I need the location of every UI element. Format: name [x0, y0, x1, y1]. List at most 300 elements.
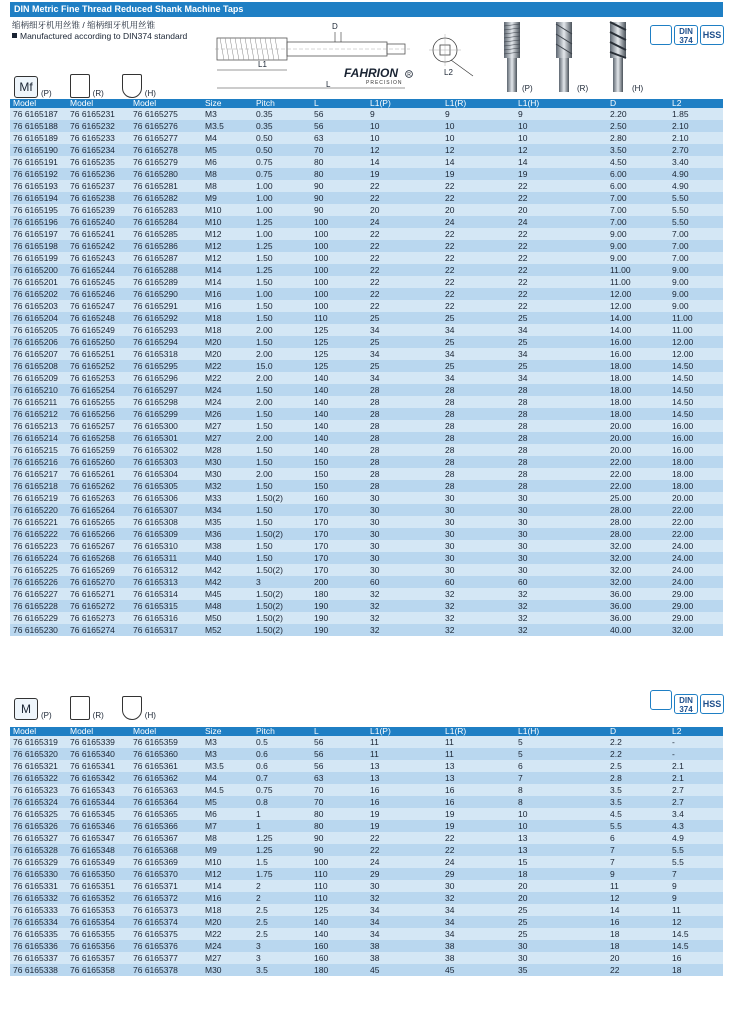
table-row: [10, 408, 723, 420]
table-cell: 4.3: [672, 821, 684, 831]
table-cell: 2.00: [256, 397, 273, 407]
table-row: [10, 880, 723, 892]
table-row: [10, 576, 723, 588]
table-cell: 28: [370, 385, 380, 395]
table-cell: 14: [370, 157, 380, 167]
table-cell: 70: [314, 785, 324, 795]
table-row: [10, 156, 723, 168]
table-cell: 28: [370, 433, 380, 443]
table-cell: 18.00: [610, 409, 632, 419]
table-cell: 13: [445, 773, 455, 783]
table-cell: M20: [205, 337, 222, 347]
table-cell: 20: [445, 205, 455, 215]
table-cell: 76 6165346: [70, 821, 115, 831]
table-cell: 56: [314, 121, 324, 131]
table-cell: 32: [370, 589, 380, 599]
table-cell: 76 6165231: [70, 109, 115, 119]
table-cell: 76 6165279: [133, 157, 178, 167]
table-cell: 32: [370, 625, 380, 635]
table-cell: 11: [672, 905, 681, 915]
table-cell: 3: [256, 941, 261, 951]
table-cell: 2.70: [672, 145, 689, 155]
table-cell: M10: [205, 205, 222, 215]
table-cell: 45: [370, 965, 380, 975]
table-cell: 2.8: [610, 773, 622, 783]
table-cell: 76 6165217: [13, 469, 58, 479]
table-cell: 76 6165304: [133, 469, 178, 479]
photo-label-p: (P): [522, 84, 533, 93]
table-cell: 76 6165302: [133, 445, 178, 455]
table-cell: 76 6165316: [133, 613, 178, 623]
table-row: [10, 904, 723, 916]
table-cell: 22: [370, 845, 380, 855]
table-cell: 76 6165365: [133, 809, 178, 819]
table-cell: 150: [314, 481, 329, 491]
table-cell: 76 6165245: [70, 277, 115, 287]
table-cell: 32.00: [610, 553, 632, 563]
table-cell: 10: [518, 133, 528, 143]
table-cell: 90: [314, 205, 324, 215]
table-cell: 22.00: [610, 481, 632, 491]
table-cell: 1.50(2): [256, 613, 283, 623]
table-cell: 14.5: [672, 929, 689, 939]
table-cell: 7.00: [610, 205, 627, 215]
table-cell: 76 6165246: [70, 289, 115, 299]
table-cell: M6: [205, 809, 217, 819]
table-cell: M10: [205, 217, 222, 227]
table-cell: 76 6165332: [13, 893, 58, 903]
table-cell: 76 6165326: [13, 821, 58, 831]
table-cell: 76 6165308: [133, 517, 178, 527]
table-cell: 10: [370, 133, 380, 143]
column-header: L1(H): [515, 99, 607, 108]
table-cell: 4.90: [672, 169, 689, 179]
table-cell: 24: [445, 217, 455, 227]
column-header: L2: [669, 727, 723, 736]
table-cell: 100: [314, 229, 329, 239]
brand-sub: PRECISION: [366, 80, 403, 86]
table-cell: 140: [314, 929, 329, 939]
table-cell: 76 6165254: [70, 385, 115, 395]
table-cell: 76 6165278: [133, 145, 178, 155]
table-cell: M27: [205, 953, 222, 963]
table-cell: 24: [518, 217, 528, 227]
table-cell: 32: [445, 625, 455, 635]
table-cell: 76 6165234: [70, 145, 115, 155]
photo-label-r: (R): [577, 84, 589, 93]
table-cell: 76 6165221: [13, 517, 58, 527]
table-cell: 9.00: [672, 289, 689, 299]
column-header: L: [311, 727, 367, 736]
table-cell: 20.00: [610, 433, 632, 443]
table-cell: 76 6165355: [70, 929, 115, 939]
table-cell: 76 6165226: [13, 577, 58, 587]
table-cell: 28: [518, 481, 528, 491]
registered-icon: [405, 70, 413, 78]
table-cell: 80: [314, 157, 324, 167]
table-cell: 2.00: [256, 325, 273, 335]
table-cell: 125: [314, 325, 329, 335]
table-cell: 40.00: [610, 625, 632, 635]
table-cell: 76 6165187: [13, 109, 58, 119]
table-cell: M10: [205, 857, 222, 867]
table-cell: 76 6165223: [13, 541, 58, 551]
table-header-row: [10, 727, 723, 736]
table-cell: 76 6165314: [133, 589, 178, 599]
table-cell: 34: [445, 905, 455, 915]
table-cell: 30: [518, 493, 528, 503]
table-cell: 2.5: [256, 929, 268, 939]
table-cell: 1.00: [256, 229, 273, 239]
table-row: [10, 540, 723, 552]
table-cell: 76 6165211: [13, 397, 58, 407]
table-cell: 1.50: [256, 517, 273, 527]
table-cell: 36.00: [610, 589, 632, 599]
table-cell: 34: [445, 929, 455, 939]
table-cell: 90: [314, 181, 324, 191]
flag-badge-icon: [650, 25, 672, 45]
dim-label-l: L: [326, 80, 331, 89]
table-cell: 76 6165377: [133, 953, 178, 963]
table-cell: 1.00: [256, 205, 273, 215]
table-cell: 16.00: [610, 349, 632, 359]
table-cell: M20: [205, 917, 222, 927]
table-cell: 22.00: [672, 505, 694, 515]
table-cell: 22: [518, 277, 528, 287]
table-cell: 18: [518, 869, 528, 879]
table-cell: M20: [205, 349, 222, 359]
table-row: [10, 180, 723, 192]
table-cell: 76 6165306: [133, 493, 178, 503]
table-cell: M4.5: [205, 785, 224, 795]
table-cell: 56: [314, 749, 324, 759]
table-cell: 76 6165305: [133, 481, 178, 491]
table-cell: 76 6165238: [70, 193, 115, 203]
table-cell: 32.00: [610, 565, 632, 575]
catalog-page: [10, 0, 723, 1013]
table-cell: 76 6165324: [13, 797, 58, 807]
table-cell: 3.40: [672, 157, 689, 167]
table-cell: M45: [205, 589, 222, 599]
table-cell: 76 6165267: [70, 541, 115, 551]
table-cell: 16: [370, 785, 380, 795]
table-cell: 76 6165213: [13, 421, 58, 431]
table-cell: M27: [205, 433, 222, 443]
table-cell: 30: [445, 505, 455, 515]
table-cell: 9: [672, 881, 677, 891]
table-cell: 76 6165207: [13, 349, 58, 359]
table-cell: 76 6165351: [70, 881, 115, 891]
table-row: [10, 468, 723, 480]
table-cell: 140: [314, 917, 329, 927]
table-cell: 10: [445, 133, 455, 143]
table-row: [10, 624, 723, 636]
table-cell: 9: [370, 109, 375, 119]
table-cell: 76 6165269: [70, 565, 115, 575]
table-cell: 76 6165199: [13, 253, 58, 263]
table-cell: 24.00: [672, 553, 694, 563]
table-cell: 0.6: [256, 761, 268, 771]
table-cell: 76 6165229: [13, 613, 58, 623]
column-header: Size: [202, 727, 253, 736]
table-cell: 14.00: [610, 325, 632, 335]
table-row: [10, 504, 723, 516]
table-cell: 34: [518, 325, 528, 335]
table-cell: M16: [205, 301, 222, 311]
table-cell: 20: [610, 953, 620, 963]
table-cell: 76 6165359: [133, 737, 178, 747]
spec-table-m: [10, 727, 723, 976]
table-row: [10, 324, 723, 336]
table-cell: M35: [205, 517, 222, 527]
table-cell: 30: [518, 941, 528, 951]
table-cell: 5.50: [672, 205, 689, 215]
table-row: [10, 612, 723, 624]
table-row: [10, 964, 723, 976]
table-row: [10, 588, 723, 600]
table-cell: 22: [610, 965, 620, 975]
table-cell: M40: [205, 553, 222, 563]
table-cell: 76 6165317: [133, 625, 178, 635]
table-cell: M48: [205, 601, 222, 611]
column-header: L1(P): [367, 727, 442, 736]
table-cell: M14: [205, 881, 222, 891]
table-cell: 76 6165345: [70, 809, 115, 819]
table-cell: 32: [518, 589, 528, 599]
table-cell: 20.00: [672, 493, 694, 503]
table-cell: 29.00: [672, 613, 694, 623]
table-cell: 76 6165319: [13, 737, 58, 747]
table-cell: 76 6165307: [133, 505, 178, 515]
table-cell: 76 6165193: [13, 181, 58, 191]
table-cell: 30: [445, 517, 455, 527]
table-cell: M9: [205, 193, 217, 203]
table-cell: 76 6165347: [70, 833, 115, 843]
table-row: [10, 868, 723, 880]
table-cell: 24.00: [672, 577, 694, 587]
table-cell: 25: [518, 929, 528, 939]
table-row: [10, 120, 723, 132]
table-cell: 34: [370, 917, 380, 927]
table-cell: 160: [314, 941, 329, 951]
table-cell: 76 6165378: [133, 965, 178, 975]
table-cell: 100: [314, 277, 329, 287]
bullet-square-icon: [12, 33, 17, 38]
table-cell: 15.0: [256, 361, 273, 371]
table-cell: 13: [370, 773, 380, 783]
table-cell: 22: [445, 277, 455, 287]
column-header: L1(R): [442, 99, 515, 108]
table-cell: M50: [205, 613, 222, 623]
table-cell: 3: [256, 953, 261, 963]
table-cell: 170: [314, 565, 329, 575]
table-cell: 16: [610, 917, 620, 927]
table-cell: M28: [205, 445, 222, 455]
table-cell: 76 6165268: [70, 553, 115, 563]
table-cell: 76 6165251: [70, 349, 115, 359]
table-cell: 22: [445, 289, 455, 299]
svg-text:R: R: [407, 72, 411, 78]
table-cell: 1.50: [256, 385, 273, 395]
table-cell: 1.50(2): [256, 529, 283, 539]
table-cell: M3: [205, 749, 217, 759]
table-cell: M22: [205, 929, 222, 939]
table-cell: 76 6165376: [133, 941, 178, 951]
table-cell: 76 6165300: [133, 421, 178, 431]
table-row: [10, 748, 723, 760]
table-cell: 30: [518, 565, 528, 575]
table-cell: 34: [445, 917, 455, 927]
table-cell: 140: [314, 445, 329, 455]
table-cell: M3.5: [205, 121, 224, 131]
table-cell: 0.8: [256, 797, 268, 807]
table-cell: 76 6165293: [133, 325, 178, 335]
table-cell: 24.00: [672, 565, 694, 575]
table-cell: 28: [518, 469, 528, 479]
table-cell: 76 6165215: [13, 445, 58, 455]
table-cell: 34: [445, 349, 455, 359]
table-cell: 9: [445, 109, 450, 119]
table-cell: 30: [518, 529, 528, 539]
table-cell: 12: [518, 145, 528, 155]
table-cell: 0.35: [256, 121, 273, 131]
table-cell: 1.00: [256, 181, 273, 191]
table-cell: 76 6165291: [133, 301, 178, 311]
table-cell: 28: [518, 421, 528, 431]
table-cell: 63: [314, 133, 324, 143]
table-cell: 76 6165244: [70, 265, 115, 275]
table-cell: 14: [445, 157, 455, 167]
table-cell: 140: [314, 397, 329, 407]
table-cell: 125: [314, 349, 329, 359]
table-cell: 22.00: [672, 529, 694, 539]
table-cell: 9.00: [672, 301, 689, 311]
table-cell: 32: [370, 613, 380, 623]
table-cell: 7: [518, 773, 523, 783]
table-cell: 2.7: [672, 797, 684, 807]
table-cell: 140: [314, 373, 329, 383]
table-cell: 28: [370, 445, 380, 455]
table-cell: 3.4: [672, 809, 684, 819]
table-cell: 11: [445, 749, 454, 759]
table-cell: 1.50: [256, 421, 273, 431]
table-cell: 22: [445, 229, 455, 239]
table-cell: 22: [445, 265, 455, 275]
table-cell: 5.50: [672, 193, 689, 203]
table-cell: 90: [314, 833, 324, 843]
table-cell: 28: [518, 445, 528, 455]
table-cell: 0.75: [256, 157, 273, 167]
table-cell: 76 6165357: [70, 953, 115, 963]
table-cell: 100: [314, 857, 329, 867]
table-cell: 22: [445, 253, 455, 263]
table-row: [10, 216, 723, 228]
table-cell: M18: [205, 905, 222, 915]
table-cell: 29.00: [672, 601, 694, 611]
table-cell: 13: [370, 761, 380, 771]
table-cell: 76 6165210: [13, 385, 58, 395]
table-cell: 16: [445, 797, 455, 807]
tap-dimension-drawing: [215, 20, 485, 95]
table-cell: 24: [445, 857, 455, 867]
table-cell: 34: [370, 929, 380, 939]
table-cell: 22: [445, 301, 455, 311]
table-cell: 76 6165255: [70, 397, 115, 407]
table-cell: 76 6165331: [13, 881, 58, 891]
table-cell: 76 6165280: [133, 169, 178, 179]
table-row: [10, 516, 723, 528]
table-cell: 25: [445, 337, 455, 347]
table-cell: 140: [314, 409, 329, 419]
table-cell: 76 6165362: [133, 773, 178, 783]
table-cell: 25: [518, 905, 528, 915]
table-cell: 14.5: [672, 941, 689, 951]
table-cell: 76 6165335: [13, 929, 58, 939]
table-cell: M42: [205, 577, 222, 587]
table-cell: 32.00: [672, 625, 694, 635]
table-row: [10, 456, 723, 468]
table-row: [10, 300, 723, 312]
table-cell: 76 6165341: [70, 761, 115, 771]
table-cell: 76 6165328: [13, 845, 58, 855]
table-cell: 30: [518, 517, 528, 527]
table-cell: 38: [445, 941, 455, 951]
type-symbol-m: M: [14, 698, 38, 720]
table-cell: 1.50: [256, 445, 273, 455]
table-cell: 25: [518, 361, 528, 371]
table-cell: 7.00: [672, 253, 689, 263]
table-cell: 18.00: [610, 373, 632, 383]
spiral-flute-icon: [122, 74, 142, 98]
table-cell: 22: [518, 181, 528, 191]
table-cell: 76 6165313: [133, 577, 178, 587]
table-cell: M16: [205, 289, 222, 299]
table-cell: 76 6165262: [70, 481, 115, 491]
table-cell: 28: [518, 409, 528, 419]
table-cell: 0.50: [256, 145, 273, 155]
table-cell: 80: [314, 809, 324, 819]
table-cell: 3.5: [256, 965, 268, 975]
column-header: L: [311, 99, 367, 108]
table-cell: 32.00: [610, 541, 632, 551]
table-cell: 22: [518, 229, 528, 239]
table-row: [10, 916, 723, 928]
standard-note-text: Manufactured according to DIN374 standard: [20, 31, 188, 41]
table-cell: 76 6165343: [70, 785, 115, 795]
table-cell: 76 6165195: [13, 205, 58, 215]
table-cell: 76 6165271: [70, 589, 115, 599]
table-cell: 19: [370, 821, 380, 831]
table-cell: 76 6165353: [70, 905, 115, 915]
table-cell: 76 6165334: [13, 917, 58, 927]
table-cell: 14.00: [610, 313, 632, 323]
table-cell: 76 6165312: [133, 565, 178, 575]
table-cell: 22: [518, 265, 528, 275]
straight-flute-icon-2: [70, 696, 90, 720]
table-cell: 28.00: [610, 517, 632, 527]
type-symbol-mf: Mf: [14, 76, 38, 98]
table-cell: 1.50(2): [256, 601, 283, 611]
table-cell: M8: [205, 169, 217, 179]
table-cell: 200: [314, 577, 329, 587]
table-cell: M12: [205, 869, 222, 879]
column-header: D: [607, 99, 669, 108]
table-cell: 20: [518, 881, 528, 891]
table-cell: 76 6165283: [133, 205, 178, 215]
table-cell: 30: [370, 881, 380, 891]
table-cell: 22: [370, 265, 380, 275]
table-cell: 76 6165240: [70, 217, 115, 227]
